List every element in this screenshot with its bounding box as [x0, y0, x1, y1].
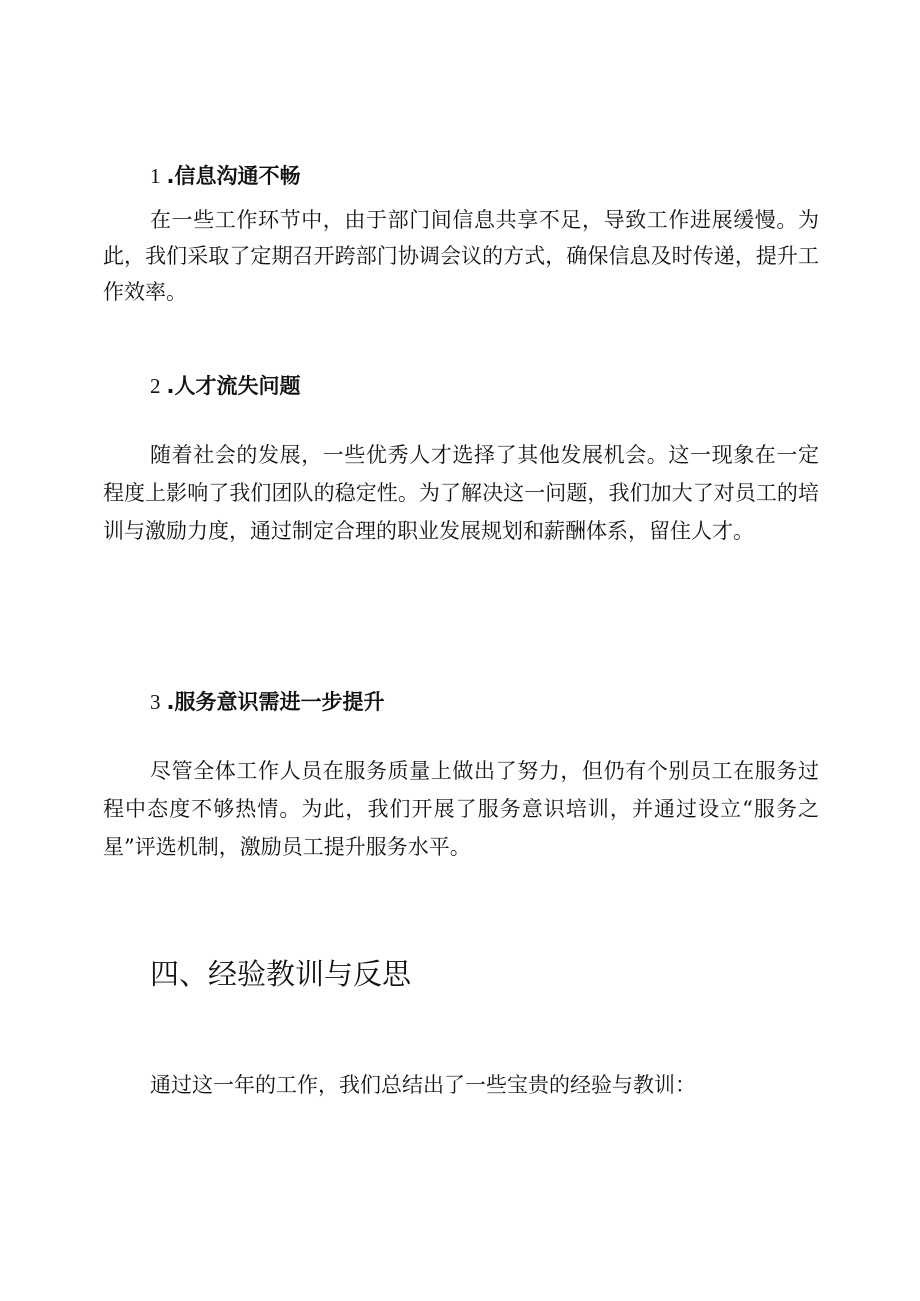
- section-2-title: .人才流失问题: [166, 374, 301, 398]
- chapter-intro: 通过这一年的工作，我们总结出了一些宝贵的经验与教训：: [150, 1073, 696, 1097]
- section-1-heading: [150, 162, 300, 190]
- section-2-number: 2: [150, 374, 161, 398]
- section-3-number: 3: [150, 690, 161, 714]
- chapter-heading: 四、经验教训与反思: [150, 957, 412, 991]
- section-1-title: .信息沟通不畅: [166, 164, 301, 188]
- section-2-body: 随着社会的发展，一些优秀人才选择了其他发展机会。这一现象在一定程度上影响了我们团队的稳定性。为了解决这一问题，我们加大了对员工的培训与激励力度，通过制定合理的职业发展规划和薪酬体系，留住人才。: [103, 443, 819, 543]
- section-1-body: 在一些工作环节中，由于部门间信息共享不足，导致工作进展缓慢。为此，我们采取了定期召开跨部门协调会议的方式，确保信息及时传递，提升工作效率。: [103, 208, 819, 304]
- section-3-title: .服务意识需进一步提升: [166, 690, 385, 714]
- section-3-body: 尽管全体工作人员在服务质量上做出了努力，但仍有个别员工在服务过程中态度不够热情。为此，我们开展了服务意识培训，并通过设立“服务之星”评选机制，激励员工提升服务水平。: [103, 759, 819, 859]
- section-3-heading: [150, 688, 384, 716]
- section-1-number: 1: [150, 164, 161, 188]
- section-2-heading: [150, 372, 300, 400]
